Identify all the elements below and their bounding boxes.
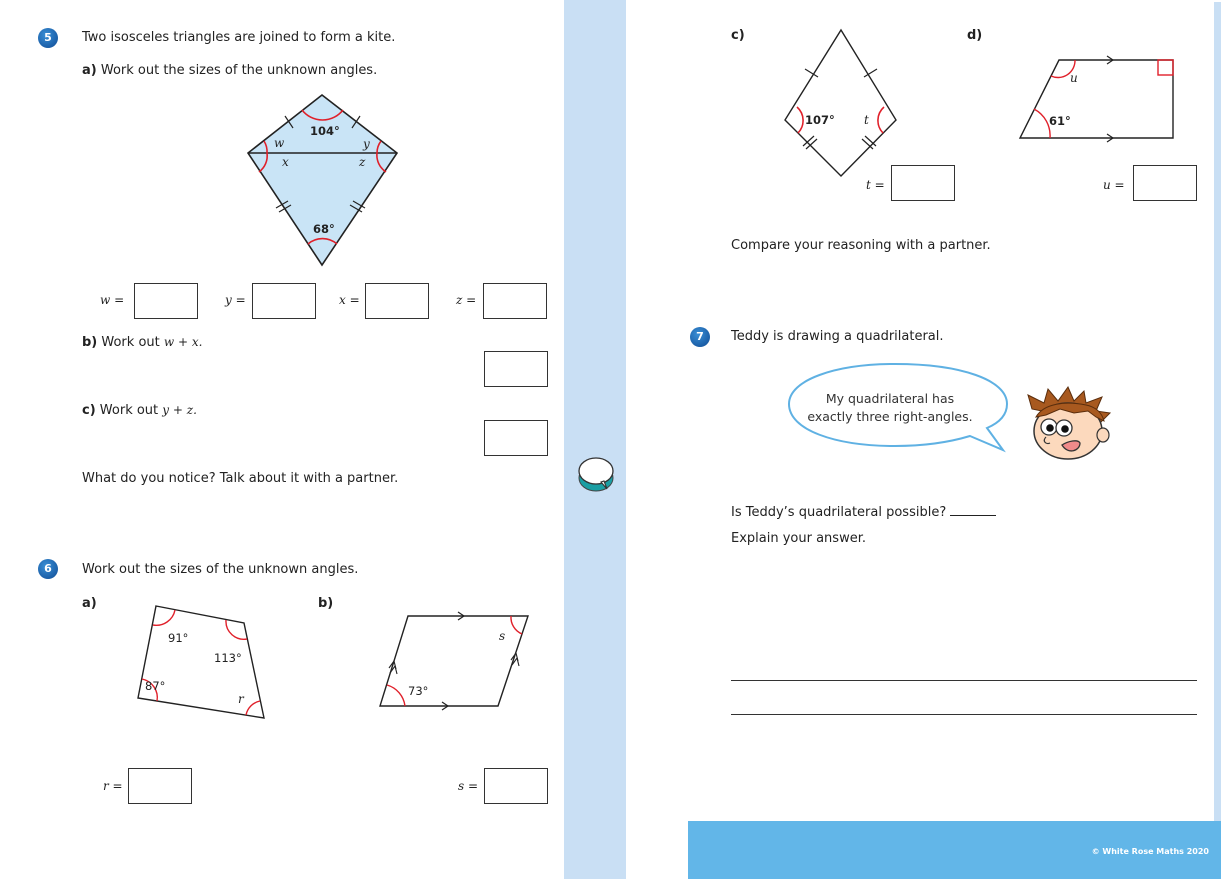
q5c-text: Work out	[99, 403, 159, 418]
q6b-parallelogram-diagram	[370, 608, 540, 718]
q6c-kite-diagram	[780, 25, 920, 185]
answer-label-y: y =	[225, 293, 246, 307]
q6a-angle-113: 113°	[214, 651, 242, 665]
q7-answer-blank[interactable]	[950, 515, 996, 516]
q6b-var-s: s	[499, 629, 506, 643]
question-number-5: 5	[38, 28, 58, 48]
answer-box-t[interactable]	[891, 165, 955, 201]
answer-box-s[interactable]	[484, 768, 548, 804]
discussion-speech-bubble-icon	[577, 450, 623, 496]
kite-angle-top: 104°	[310, 124, 340, 138]
q6d-label: d)	[967, 28, 983, 43]
q5b-label: b)	[82, 335, 98, 350]
answer-line-1[interactable]	[731, 680, 1197, 681]
q7-question-text: Is Teddy’s quadrilateral possible?	[731, 505, 947, 520]
q6d-trapezium-diagram	[1015, 55, 1180, 145]
page-footer	[688, 821, 1221, 879]
answer-label-x: x =	[339, 293, 360, 307]
q6b-label: b)	[318, 596, 334, 611]
q7-question	[731, 505, 996, 520]
kite-diagram	[240, 90, 410, 270]
kite-var-y: y	[363, 137, 370, 151]
q6-compare-reasoning: Compare your reasoning with a partner.	[731, 238, 991, 253]
q6c-label: c)	[731, 28, 745, 43]
page-edge-strip	[1214, 2, 1221, 879]
answer-label-r: r =	[103, 779, 123, 793]
question-number-6: 6	[38, 559, 58, 579]
q6c-angle-107: 107°	[805, 113, 835, 127]
q6-text: Work out the sizes of the unknown angles.	[82, 562, 359, 577]
q5a-text: Work out the sizes of the unknown angles.	[100, 63, 378, 78]
q6d-angle-61: 61°	[1049, 114, 1071, 128]
q6c-var-t: t	[864, 113, 869, 127]
answer-box-x[interactable]	[365, 283, 429, 319]
answer-box-u[interactable]	[1133, 165, 1197, 201]
speech-bubble-text	[790, 390, 990, 426]
answer-box-w-plus-x[interactable]	[484, 351, 548, 387]
answer-label-s: s =	[458, 779, 479, 793]
q5a-prompt	[82, 63, 377, 78]
kite-var-z: z	[359, 155, 366, 169]
q7-instruction: Explain your answer.	[731, 531, 866, 546]
speech-line-1: My quadrilateral has	[825, 391, 955, 406]
page-gutter	[564, 0, 626, 879]
q6b-angle-73: 73°	[408, 684, 429, 698]
q5c-expression: y + z.	[162, 403, 197, 417]
answer-box-r[interactable]	[128, 768, 192, 804]
q5c-prompt	[82, 403, 197, 418]
q5b-expression: w + x.	[163, 335, 203, 349]
kite-var-w: w	[274, 136, 285, 150]
answer-line-2[interactable]	[731, 714, 1197, 715]
answer-label-u: u =	[1103, 178, 1125, 192]
kite-angle-bottom: 68°	[313, 222, 335, 236]
q6a-label: a)	[82, 596, 97, 611]
kite-var-x: x	[282, 155, 289, 169]
q5-discussion: What do you notice? Talk about it with a partner.	[82, 471, 399, 486]
q6a-angle-91: 91°	[168, 631, 189, 645]
answer-label-w: w =	[100, 293, 125, 307]
answer-box-z[interactable]	[483, 283, 547, 319]
speech-line-2: exactly three right-angles.	[807, 409, 973, 424]
q5a-label: a)	[82, 63, 97, 78]
question-number-7: 7	[690, 327, 710, 347]
copyright-text: © White Rose Maths 2020	[1091, 847, 1209, 856]
q6a-var-r: r	[238, 692, 244, 706]
q6a-angle-87: 87°	[145, 679, 166, 693]
answer-label-t: t =	[866, 178, 885, 192]
q6d-var-u: u	[1070, 71, 1078, 85]
answer-box-w[interactable]	[134, 283, 198, 319]
q5b-text: Work out	[101, 335, 160, 350]
answer-box-y-plus-z[interactable]	[484, 420, 548, 456]
q6a-quadrilateral-diagram	[130, 600, 280, 730]
q5c-label: c)	[82, 403, 96, 418]
q5-intro: Two isosceles triangles are joined to form a kite.	[82, 30, 396, 45]
q5b-prompt	[82, 335, 202, 350]
q7-text: Teddy is drawing a quadrilateral.	[731, 329, 944, 344]
answer-label-z: z =	[456, 293, 477, 307]
teddy-character-icon	[1024, 383, 1116, 465]
answer-box-y[interactable]	[252, 283, 316, 319]
